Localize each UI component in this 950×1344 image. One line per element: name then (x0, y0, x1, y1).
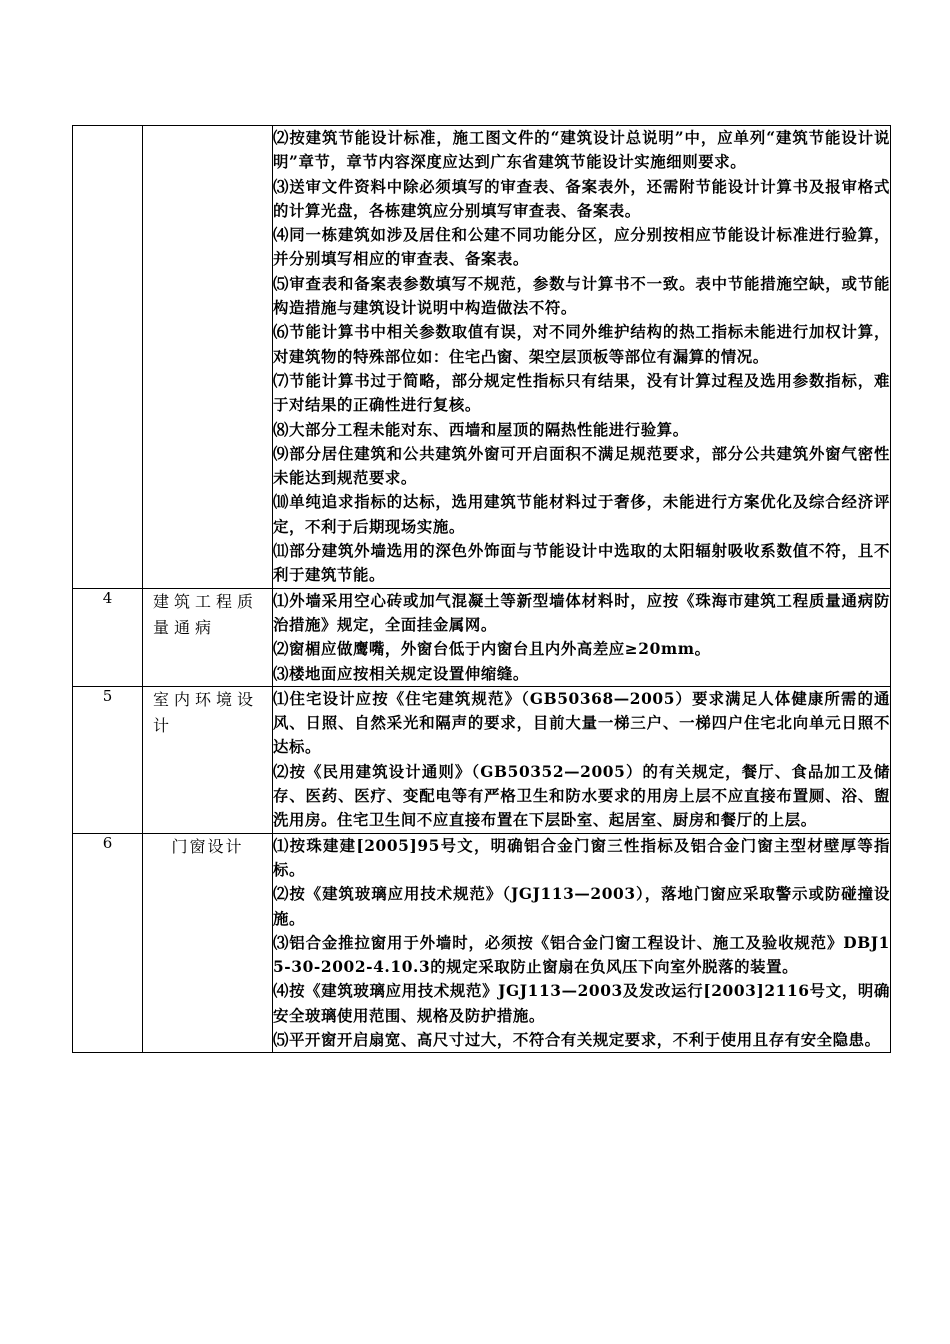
review-table (72, 125, 891, 1053)
list-item: ⑵窗楣应做鹰嘴，外窗台低于内窗台且内外高差应≥20mm。 (273, 640, 711, 659)
row-category: 室内环境设计 (143, 686, 273, 833)
row-number: 5 (73, 686, 143, 833)
list-item: ⑸平开窗开启扇宽、高尺寸过大，不符合有关规定要求，不利于使用且存有安全隐患。 (273, 1030, 881, 1049)
table-row (73, 833, 891, 1053)
list-item: ⑵按《民用建筑设计通则》（GB50352—2005）的有关规定，餐厅、食品加工及储存、医药、医疗、变配电等有严格卫生和防水要求的用房上层不应直接布置厕、浴、盥洗用房。住宅卫生间不应直接布置在下层卧室、起居室、厨房和餐厅的上层。 (273, 762, 890, 830)
list-item: ⑻大部分工程未能对东、西墙和屋顶的隔热性能进行验算。 (273, 420, 689, 439)
table-row (73, 588, 891, 686)
row-number: 6 (73, 833, 143, 1053)
list-item: ⑷同一栋建筑如涉及居住和公建不同功能分区，应分别按相应节能设计标准进行验算，并分别填写相应的审查表、备案表。 (273, 226, 890, 269)
list-item: ⑼部分居住建筑和公共建筑外窗可开启面积不满足规范要求，部分公共建筑外窗气密性未能达到规范要求。 (273, 444, 890, 488)
row-content (273, 686, 891, 833)
list-item: ⑷按《建筑玻璃应用技术规范》JGJ113—2003及发改运行[2003]2116号文，明确安全玻璃使用范围、规格及防护措施。 (273, 982, 890, 1025)
list-item: ⑴住宅设计应按《住宅建筑规范》（GB50368—2005）要求满足人体健康所需的通风、日照、自然采光和隔声的要求，目前大量一梯三户、一梯四户住宅北向单元日照不达标。 (273, 689, 890, 757)
row-category: 建筑工程质量通病 (143, 588, 273, 686)
list-item: ⑶送审文件资料中除必须填写的审查表、备案表外，还需附节能设计计算书及报审格式的计算光盘，各栋建筑应分别填写审查表、备案表。 (273, 177, 890, 220)
list-item: ⑵按建筑节能设计标准，施工图文件的“建筑设计总说明”中，应单列“建筑节能设计说明”章节，章节内容深度应达到广东省建筑节能设计实施细则要求。 (273, 129, 890, 172)
row-number: 4 (73, 588, 143, 686)
list-item: ⑴外墙采用空心砖或加气混凝土等新型墙体材料时，应按《珠海市建筑工程质量通病防治措施》规定，全面挂金属网。 (273, 591, 890, 634)
row-content (273, 126, 891, 589)
list-item: ⑴按珠建建[2005]95号文，明确铝合金门窗三性指标及铝合金门窗主型材壁厚等指标。 (273, 836, 890, 879)
row-number (73, 126, 143, 589)
list-item: ⑶楼地面应按相关规定设置伸缩缝。 (273, 664, 529, 683)
list-item: ⑵按《建筑玻璃应用技术规范》（JGJ113—2003），落地门窗应采取警示或防碰撞设施。 (273, 885, 890, 928)
row-category (143, 126, 273, 589)
row-category: 门窗设计 (143, 833, 273, 1053)
table-row (73, 126, 891, 589)
table-row (73, 686, 891, 833)
list-item: ⑺节能计算书过于简略，部分规定性指标只有结果，没有计算过程及选用参数指标，难于对结果的正确性进行复核。 (273, 371, 890, 415)
row-content (273, 833, 891, 1053)
row-content (273, 588, 891, 686)
list-item: ⑶铝合金推拉窗用于外墙时，必须按《铝合金门窗工程设计、施工及验收规范》DBJ15-30-2002-4.10.3的规定采取防止窗扇在负风压下向室外脱落的装置。 (273, 933, 890, 977)
list-item: ⑽单纯追求指标的达标，选用建筑节能材料过于奢侈，未能进行方案优化及综合经济评定，不利于后期现场实施。 (273, 493, 890, 536)
list-item: ⑸审查表和备案表参数填写不规范，参数与计算书不一致。表中节能措施空缺，或节能构造措施与建筑设计说明中构造做法不符。 (273, 274, 890, 318)
list-item: ⑾部分建筑外墙选用的深色外饰面与节能设计中选取的太阳辐射吸收系数值不符，且不利于建筑节能。 (273, 542, 890, 585)
list-item: ⑹节能计算书中相关参数取值有误，对不同外维护结构的热工指标未能进行加权计算，对建筑物的特殊部位如：住宅凸窗、架空层顶板等部位有漏算的情况。 (273, 323, 890, 366)
